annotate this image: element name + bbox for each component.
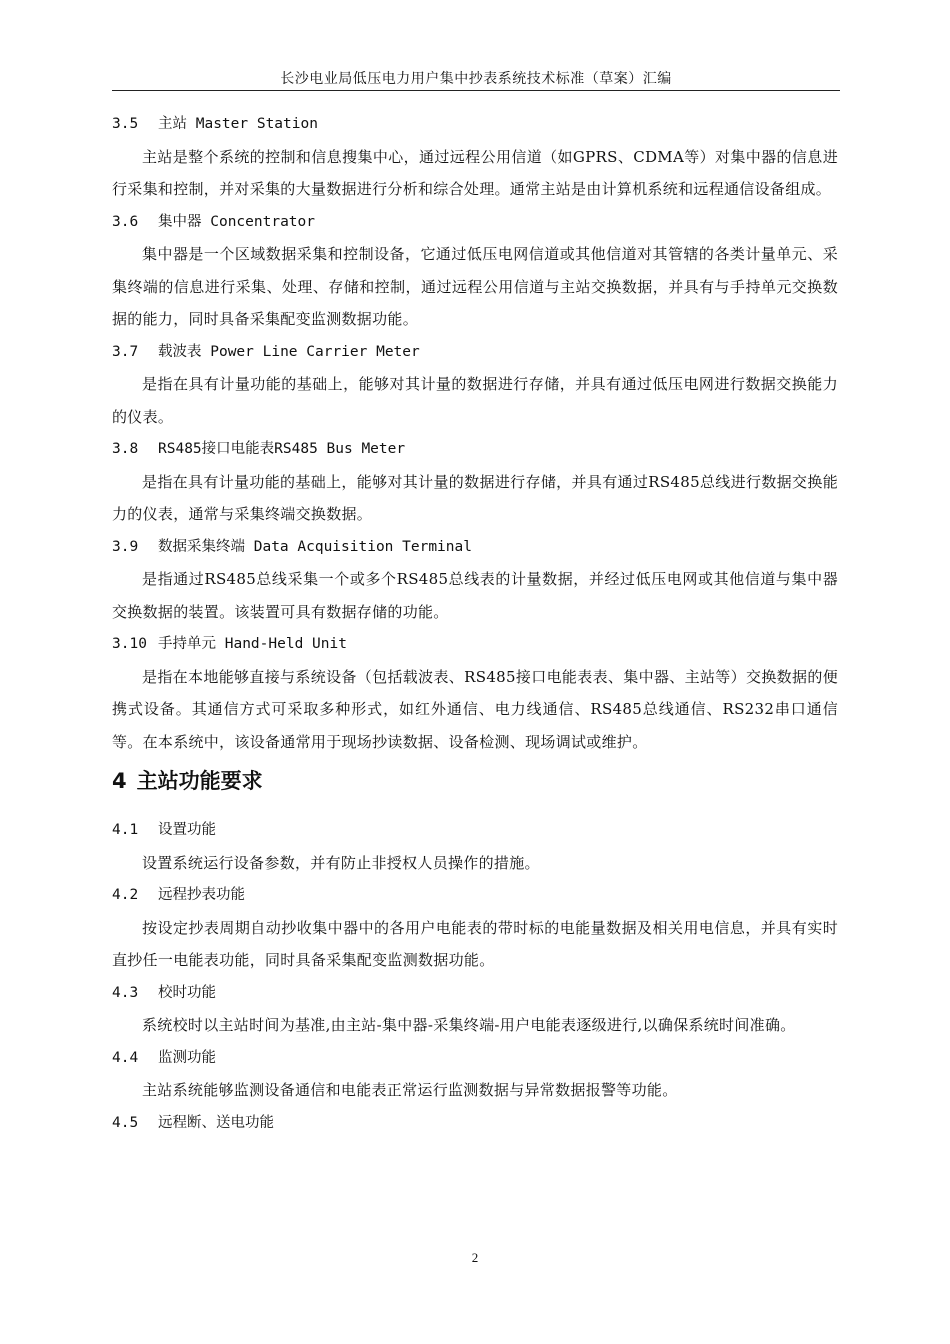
section-number: 3.9 (112, 538, 139, 555)
section-title: 远程断、送电功能 (158, 1114, 274, 1131)
section-body: 主站是整个系统的控制和信息搜集中心，通过远程公用信道（如GPRS、CDMA等）对集中器的信息进行采集和控制，并对采集的大量数据进行分析和综合处理。通常主站是由计算机系统和远程通信设备组成。 (112, 147, 838, 198)
section-title: 设置功能 (158, 822, 216, 838)
section-number: 4.1 (112, 822, 139, 838)
section-title: 数据采集终端 Data Acquisition Terminal (158, 538, 472, 555)
section-title: 远程抄表功能 (158, 887, 245, 903)
section-number: 4.3 (112, 984, 139, 1001)
section-heading (112, 531, 838, 564)
section-body: 系统校时以主站时间为基准,由主站-集中器-采集终端-用户电能表逐级进行,以确保系统时间准确。 (142, 1016, 796, 1034)
section-body: 设置系统运行设备参数，并有防止非授权人员操作的措施。 (142, 853, 540, 872)
section-number: 3.5 (112, 116, 139, 132)
section-3-6 (112, 206, 838, 336)
section-body: 是指在本地能够直接与系统设备（包括载波表、RS485接口电能表表、集中器、主站等）交换数据的便携式设备。其通信方式可采取多种形式，如红外通信、电力线通信、RS485总线通信、RS232串口通信等。在本系统中，该设备通常用于现场抄读数据、设备检测、现场调试或维护。 (112, 667, 838, 751)
section-number: 4.2 (112, 887, 139, 903)
section-body: 按设定抄表周期自动抄收集中器中的各用户电能表的带时标的电能量数据及相关用电信息，并具有实时直抄任一电能表功能，同时具备采集配变监测数据功能。 (112, 918, 838, 969)
section-number: 3.6 (112, 213, 139, 230)
section-heading (112, 1107, 838, 1140)
section-number: 4.4 (112, 1049, 139, 1066)
section-title: 监测功能 (158, 1049, 216, 1066)
section-4-4 (112, 1042, 838, 1107)
chapter-number: 4 (112, 769, 127, 793)
header-rule (112, 90, 840, 91)
section-body: 主站系统能够监测设备通信和电能表正常运行监测数据与异常数据报警等功能。 (142, 1081, 678, 1099)
section-3-9 (112, 531, 838, 629)
section-heading (112, 108, 838, 141)
section-title: 手持单元 Hand-Held Unit (158, 636, 347, 652)
section-heading (112, 206, 838, 239)
section-3-10 (112, 628, 838, 758)
section-heading (112, 433, 838, 466)
section-body: 是指在具有计量功能的基础上，能够对其计量的数据进行存储，并具有通过低压电网进行数据交换能力的仪表。 (112, 375, 838, 426)
section-4-2 (112, 879, 838, 977)
section-title: 校时功能 (158, 984, 216, 1001)
section-title: 主站 Master Station (158, 116, 318, 132)
section-3-7 (112, 336, 838, 434)
chapter-heading (112, 758, 838, 804)
section-title: 集中器 Concentrator (158, 213, 315, 230)
section-number: 4.5 (112, 1114, 139, 1131)
section-number: 3.7 (112, 343, 139, 360)
section-heading (112, 336, 838, 369)
section-4-1 (112, 814, 838, 879)
section-heading (112, 1042, 838, 1075)
section-3-8 (112, 433, 838, 531)
chapter-title: 主站功能要求 (136, 769, 263, 793)
page-number: 2 (471, 1250, 479, 1265)
section-number: 3.8 (112, 441, 139, 457)
running-header: 长沙电业局低压电力用户集中抄表系统技术标准（草案）汇编 (280, 71, 672, 87)
section-4-5 (112, 1107, 838, 1140)
section-heading (112, 628, 838, 661)
section-number: 3.10 (112, 636, 147, 652)
section-title: 载波表 Power Line Carrier Meter (158, 343, 420, 360)
section-heading (112, 814, 838, 847)
section-heading (112, 977, 838, 1010)
section-title: RS485接口电能表RS485 Bus Meter (158, 441, 406, 457)
section-body: 是指通过RS485总线采集一个或多个RS485总线表的计量数据，并经过低压电网或其他信道与集中器交换数据的装置。该装置可具有数据存储的功能。 (112, 570, 838, 621)
section-body: 集中器是一个区域数据采集和控制设备，它通过低压电网信道或其他信道对其管辖的各类计量单元、采集终端的信息进行采集、处理、存储和控制，通过远程公用信道与主站交换数据，并具有与手持单元交换数据的能力，同时具备采集配变监测数据功能。 (112, 245, 838, 328)
page-content (112, 108, 838, 1139)
section-heading (112, 879, 838, 912)
section-body: 是指在具有计量功能的基础上，能够对其计量的数据进行存储，并具有通过RS485总线进行数据交换能力的仪表，通常与采集终端交换数据。 (112, 472, 838, 523)
section-4-3 (112, 977, 838, 1042)
section-3-5 (112, 108, 838, 206)
